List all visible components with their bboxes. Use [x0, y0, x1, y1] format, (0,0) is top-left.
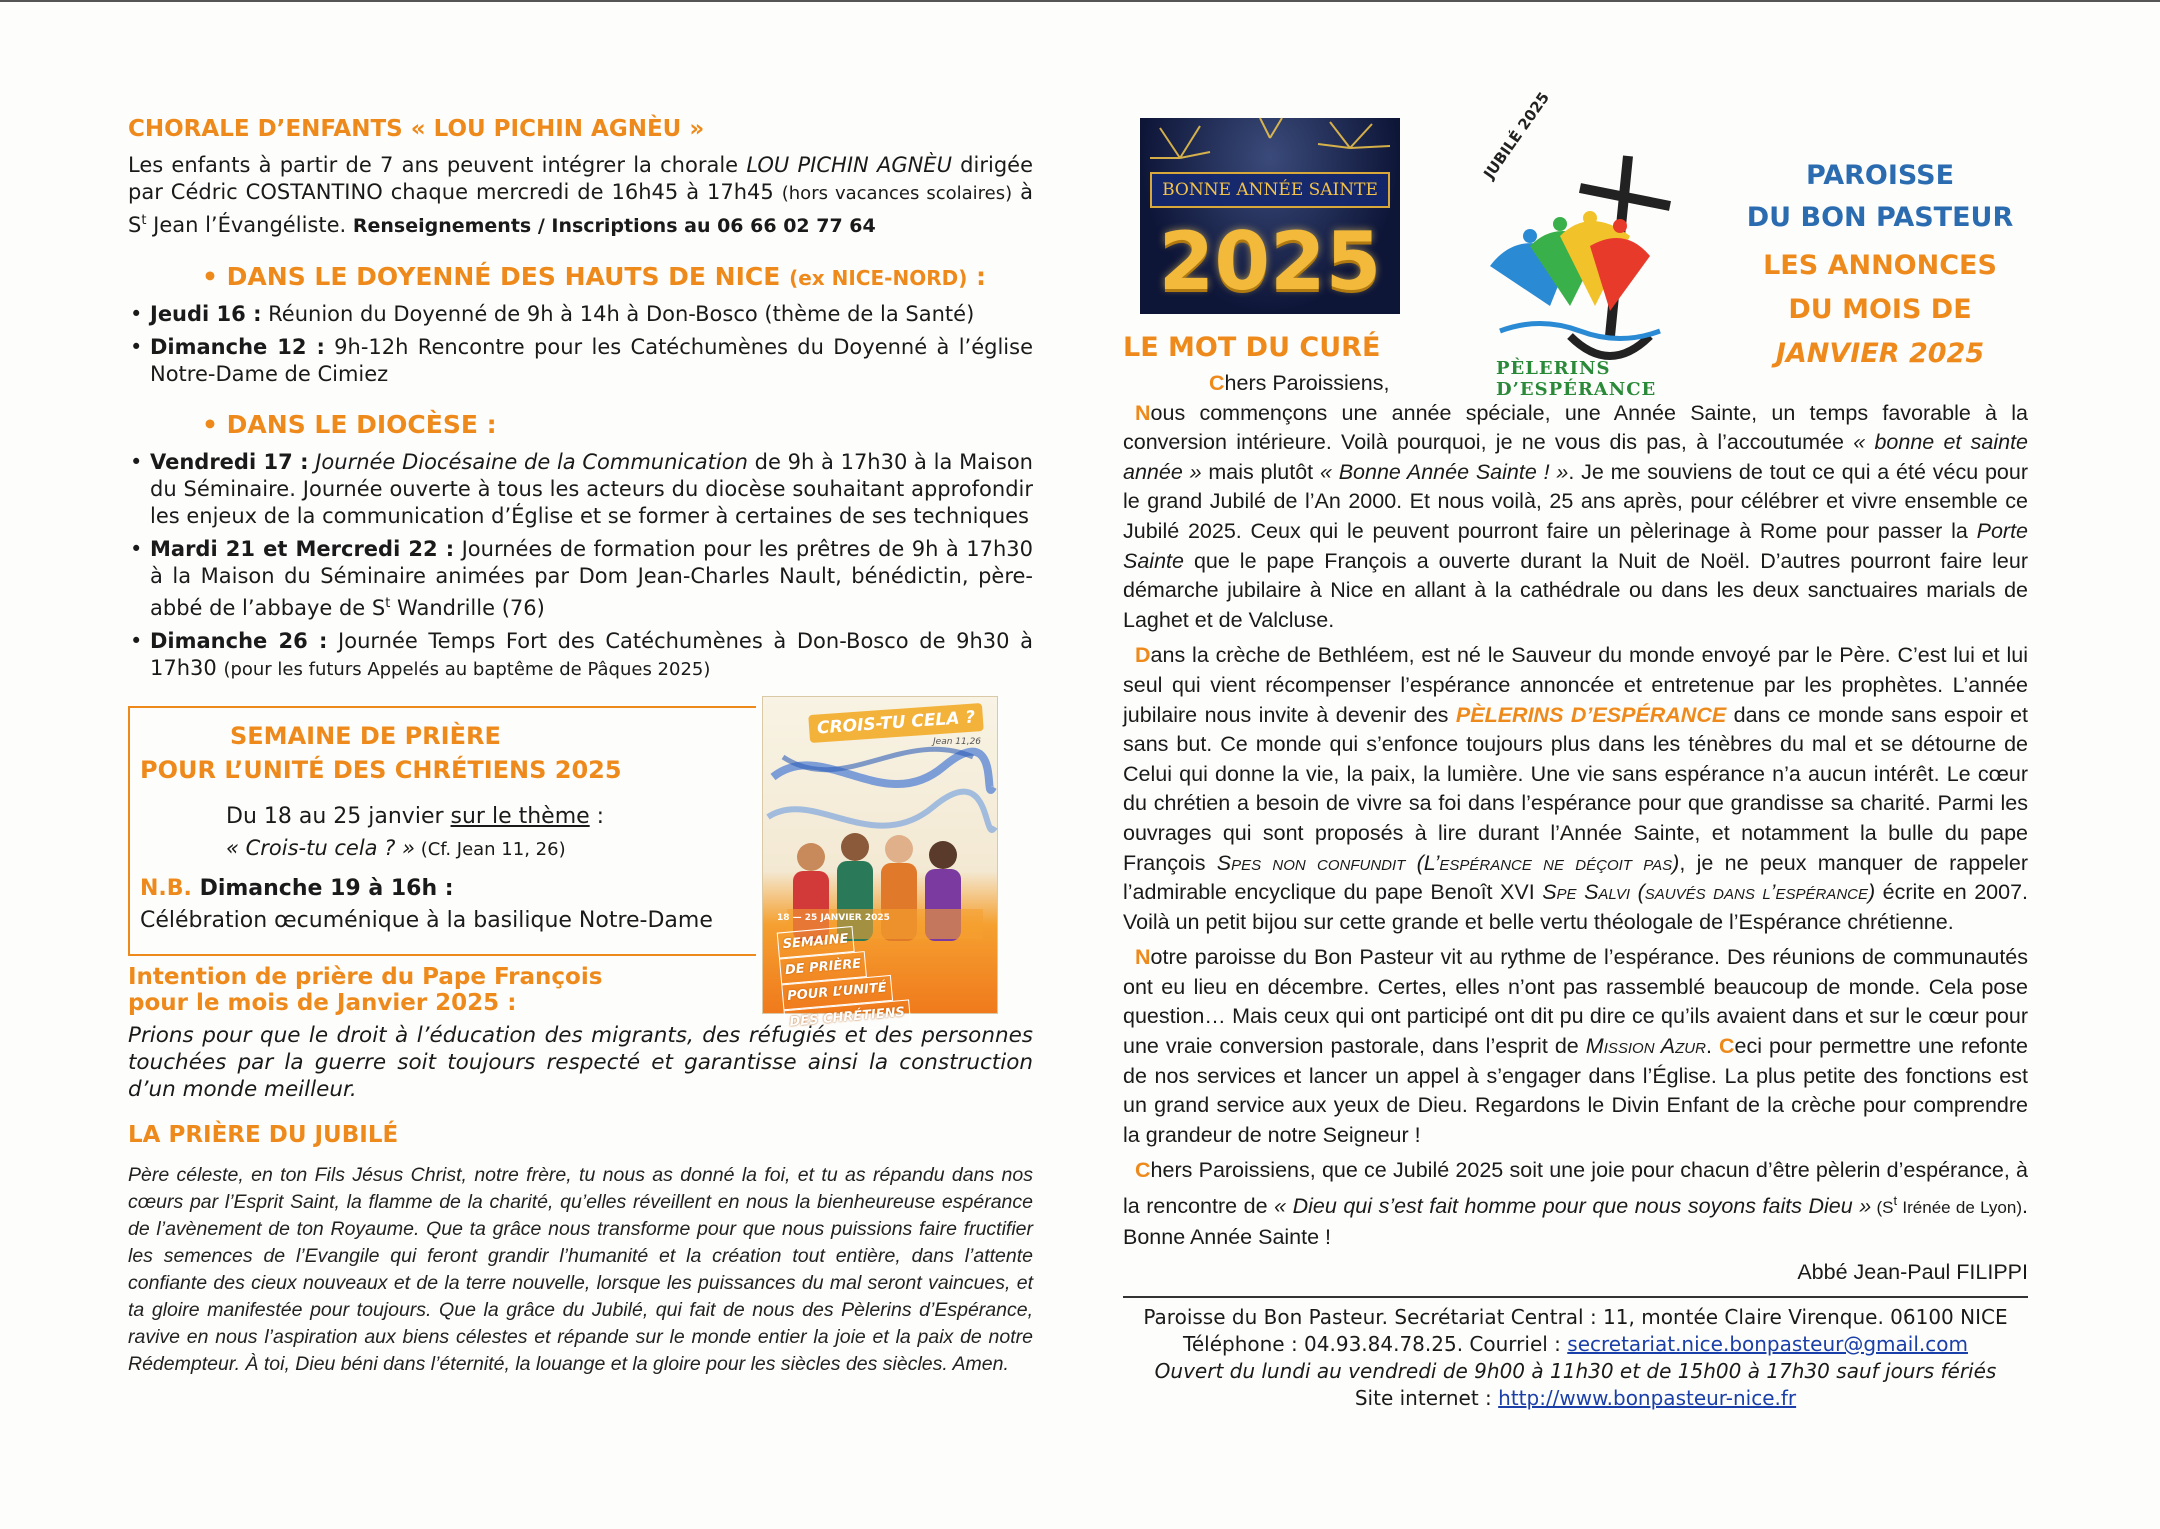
cure-paragraph-2: Dans la crèche de Bethléem, est né le Sauveur du monde envoyé par le Père. C’est lui et lui seul qui vient récompenser l’espérance annoncée et entretenue par les prophètes. L’année jubilaire nous invite à devenir des PÈLERINS D’ESPÉRANCE dans ce monde sans espoir et sans but. Ce monde qui s’enfonce toujours plus dans les ténèbres du mal et se détourne de Celui qui donne la vie, la paix, la lumière. Une vie sans espérance n’a aucun intérêt. Le cœur du chrétien a besoin de vivre sa foi dans l’espérance pour que grandisse sa charité. Parmi les ouvrages qui sont proposés à lire durant l’Année Sainte, et notamment la bulle du pape François Spes non confundit (L’espérance ne déçoit pas), je ne peux manquer de rappeler l’admirable encyclique du pape Benoît XVI Spe Salvi (sauvés dans l’espérance) écrite en 2007. Voilà un petit bijou sur cette grande et belle vertu théologale de l’Espérance chrétienne.: [1123, 643, 2029, 934]
cure-paragraph-4: Chers Paroissiens, que ce Jubilé 2025 soit une joie pour chacun d’être pèlerin d’espérance, à la rencontre de « Dieu qui s’est fait homme pour que nous soyons faits Dieu » ($S^t$ Irénée de Lyon). Bonne Année Sainte !: [1123, 1158, 2028, 1249]
poster-lines: SEMAINE DE PRIÈRE POUR L’UNITÉ DES CHRÉTIENS: [777, 922, 911, 1037]
footer-site: Site internet : http://www.bonpasteur-nice.fr: [1354, 1386, 1797, 1410]
unity-week-title-1: SEMAINE DE PRIÈRE: [230, 722, 501, 750]
unity-week-celebration: Célébration œcuménique à la basilique Notre-Dame: [140, 908, 713, 933]
logo-bottom-text: PÈLERINS D’ESPÉRANCE: [1496, 358, 1657, 400]
parish-name-1: PAROISSE: [1805, 160, 1955, 191]
banner-text: BONNE ANNÉE SAINTE: [1150, 172, 1390, 208]
jubilee-prayer-title: LA PRIÈRE DU JUBILÉ: [128, 1122, 399, 1148]
diocese-title: • DANS LE DIOCÈSE :: [202, 410, 497, 439]
parish-name-2: DU BON PASTEUR: [1746, 202, 2014, 233]
footer-address: Paroisse du Bon Pasteur. Secrétariat Central : 11, montée Claire Virenque. 06100 NICE: [1143, 1305, 2008, 1329]
diocese-section: [128, 410, 1033, 689]
annonces-1: LES ANNONCES: [1763, 250, 1997, 281]
intention-text: Prions pour que le droit à l’éducation des migrants, des réfugiés et des personnes touchées par la guerre soit toujours respecté et garantisse ainsi la construction d’un monde meilleur.: [128, 1023, 1033, 1102]
annonces-3: JANVIER 2025: [1775, 338, 1985, 369]
header-banner: [1140, 118, 1400, 314]
banner-year: 2025: [1158, 215, 1382, 308]
diocese-list: [128, 449, 1033, 683]
poster-title: CROIS-TU CELA ?: [808, 703, 984, 743]
cure-paragraph-3: Notre paroisse du Bon Pasteur vit au rythme de l’espérance. Des réunions de communautés ont eu lieu en décembre. Certes, elles n’ont pas rassemblé beaucoup de monde. Cela pose question… Mais ceux qui ont participé ont dit pu dire ce qu’ils avaient dans et sur le cœur pour une vraie conversion pastorale, dans l’esprit de Mission Azur. Ceci pour permettre une refonte de nos services et lancer un appel à s’engager dans l’Église. La plus petite des fonctions est un grand service aux yeux de Dieu. Regardons le Divin Enfant de la crèche pour comprendre la grandeur de notre Seigneur !: [1123, 945, 2028, 1147]
cure-section: [1123, 332, 2028, 1288]
unity-week-theme: « Crois-tu cela ? » (Cf. Jean 11, 26): [226, 836, 566, 860]
logo-top-text: JUBILÉ 2025: [1480, 88, 1553, 183]
chorale-text: Les enfants à partir de 7 ans peuvent intégrer la chorale LOU PICHIN AGNÈU dirigée par Cédric COSTANTINO chaque mercredi de 16h45 à 17h45 (hors vacances scolaires) à $S^t$ Jean l’Évangéliste. Renseignements / Inscriptions au 06 66 02 77 64: [128, 153, 1033, 237]
cure-title: LE MOT DU CURÉ: [1123, 332, 1381, 363]
cure-signature: Abbé Jean-Paul FILIPPI: [1797, 1260, 2028, 1285]
unity-week-title-2: POUR L’UNITÉ DES CHRÉTIENS 2025: [140, 756, 622, 784]
website-link[interactable]: http://www.bonpasteur-nice.fr: [1498, 1386, 1797, 1410]
list-item: • Dimanche 26 : Journée Temps Fort des Catéchumènes à Don-Bosco de 9h30 à 17h30 (pour les futurs Appelés au baptême de Pâques 2025): [128, 628, 1033, 683]
footer-hours: Ouvert du lundi au vendredi de 9h00 à 11h30 et de 15h00 à 17h30 sauf jours fériés: [1154, 1359, 1997, 1383]
doyenne-title: • DANS LE DOYENNÉ DES HAUTS DE NICE (ex NICE-NORD) :: [202, 262, 987, 291]
intention-title-2: pour le mois de Janvier 2025 :: [128, 990, 517, 1016]
footer-phone-email: Téléphone : 04.93.84.78.25. Courriel : secretariat.nice.bonpasteur@gmail.com: [1183, 1332, 1968, 1356]
contact-footer: [1123, 1296, 2028, 1412]
page-top-border: [0, 0, 2160, 2]
unity-week-nb: N.B. Dimanche 19 à 16h :: [140, 876, 454, 901]
email-link[interactable]: secretariat.nice.bonpasteur@gmail.com: [1567, 1332, 1968, 1356]
chorale-title: CHORALE D’ENFANTS « LOU PICHIN AGNÈU »: [128, 116, 705, 142]
chorale-section: [128, 116, 1033, 240]
list-item: • Vendredi 17 : Journée Diocésaine de la Communication de 9h à 17h30 à la Maison du Séminaire. Journée ouverte à tous les acteurs du diocèse souhaitant approfondir les enjeux de la communication d’Église et se former à certaines de ses techniques: [128, 449, 1033, 530]
jubilee-prayer-text: Père céleste, en ton Fils Jésus Christ, notre frère, tu nous as donné la foi, et tu as répandu dans nos cœurs par l’Esprit Saint, la flamme de la charité, qu’elles réveillent en nous la bienheureuse espérance de l’avènement de ton Royaume. Que ta grâce nous transforme pour que nous puissions faire fructifier les semences de l’Evangile qui feront grandir l’humanité et la création tout entière, dans l’attente confiante des cieux nouveaux et de la terre nouvelle, lorsque les puissances du mal seront vaincues, et ta gloire manifestée pour toujours. Que la grâce du Jubilé, qui fait de nous des Pèlerins d’Espérance, ravive en nous l’aspiration aux biens célestes et répande sur le monde entier la joie et la paix de notre Rédempteur. À toi, Dieu béni dans l’éternité, la louange et la gloire pour les siècles des siècles. Amen.: [128, 1164, 1033, 1375]
annonces-2: DU MOIS DE: [1788, 294, 1972, 325]
list-item: • Jeudi 16 : Réunion du Doyenné de 9h à 14h à Don-Bosco (thème de la Santé): [128, 301, 1033, 328]
pope-intention-section: [128, 964, 1033, 1103]
doyenne-list: [128, 301, 1033, 388]
unity-week-box: [128, 706, 756, 956]
cure-paragraph-1: Nous commençons une année spéciale, une Année Sainte, un temps favorable à la conversion intérieure. Voilà pourquoi, je ne vous dis pas, à l’accoutumée « bonne et sainte année » mais plutôt « Bonne Année Sainte ! ». Je me souviens de tout ce qui a été vécu pour le grand Jubilé de l’An 2000. Et nous voilà, 25 ans après, pour célébrer et vivre ensemble ce Jubilé 2025. Ceux qui le peuvent pourront faire un pèlerinage à Rome pour passer la Porte Sainte que le pape François a ouverte durant la Nuit de Noël. D’autres pourront faire leur démarche jubilaire à Nice en allant à la cathédrale ou dans les deux sanctuaires marials de Laghet et de Valcluse.: [1123, 400, 2028, 632]
poster-ref: Jean 11,26: [933, 737, 982, 747]
jubilee-prayer-section: [128, 1122, 1033, 1378]
list-item: • Dimanche 12 : 9h-12h Rencontre pour les Catéchumènes du Doyenné à l’église Notre-Dame de Cimiez: [128, 334, 1033, 388]
intention-title-1: Intention de prière du Pape François: [128, 964, 603, 990]
unity-week-dates: Du 18 au 25 janvier sur le thème :: [226, 804, 605, 829]
list-item: • Mardi 21 et Mercredi 22 : Journées de formation pour les prêtres de 9h à 17h30 à la Maison du Séminaire animées par Dom Jean-Charles Nault, bénédictin, père-abbé de l’abbaye de $S^t$ Wandrille (76): [128, 536, 1033, 622]
poster-dates: 18 — 25 JANVIER 2025: [777, 913, 890, 923]
doyenne-section: [128, 262, 1033, 394]
cure-greeting: Chers Paroissiens,: [1209, 371, 1390, 395]
